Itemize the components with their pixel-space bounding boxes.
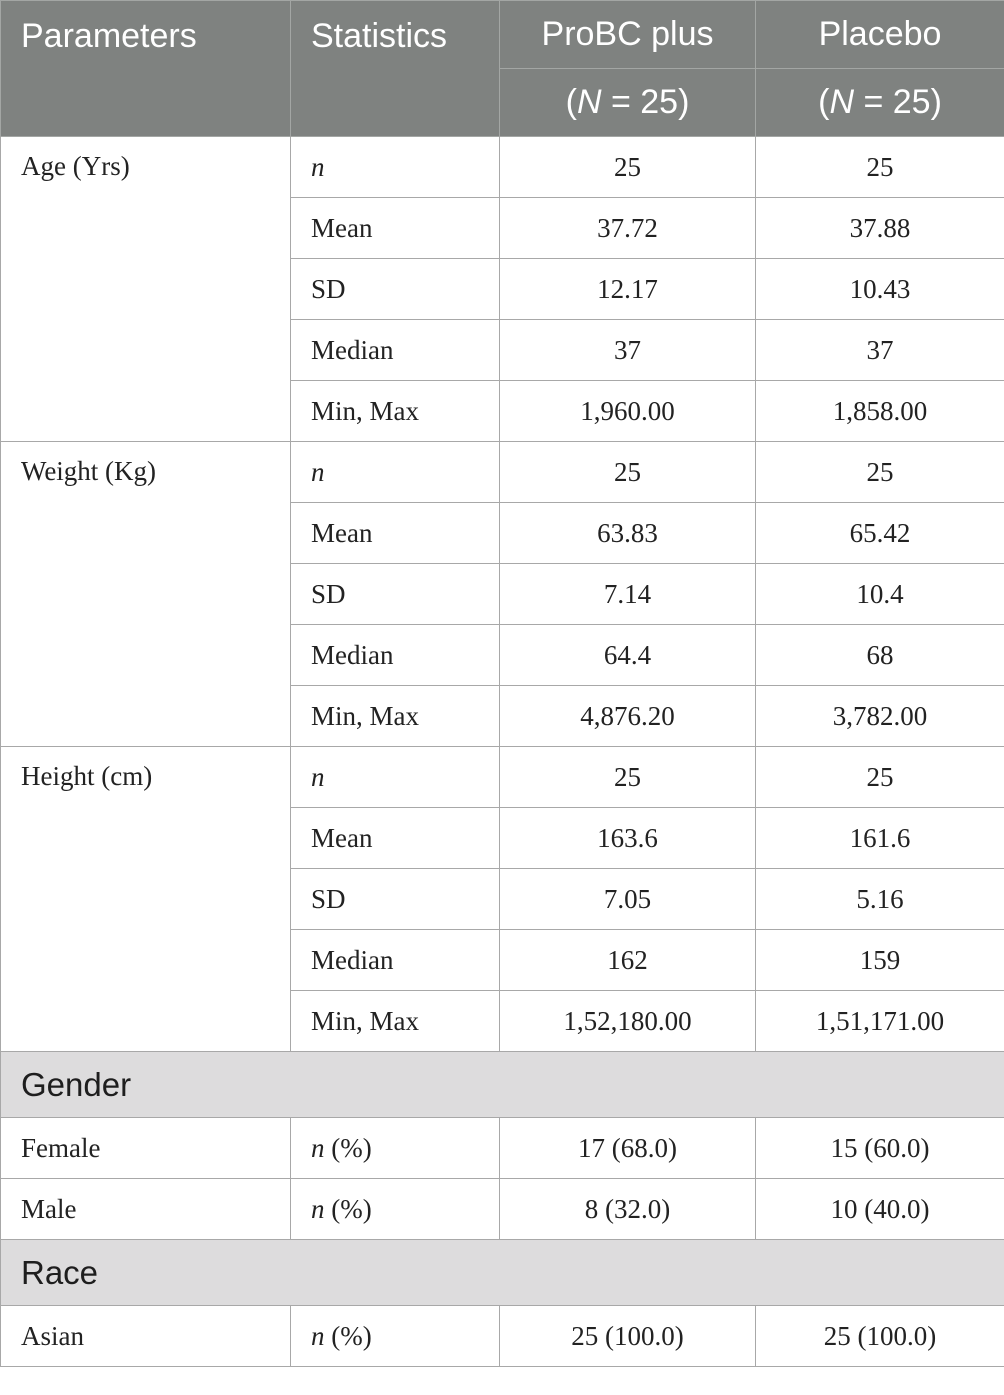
table-row — [1, 1179, 1004, 1240]
placebo-value: 25 — [756, 442, 1004, 503]
probc-value: 25 — [500, 747, 756, 808]
statistic-label — [291, 1179, 500, 1240]
statistic-label: SD — [291, 564, 500, 625]
probc-n-value: = 25) — [601, 83, 690, 121]
table-row — [1, 137, 1004, 198]
placebo-n-open: ( — [818, 83, 830, 121]
placebo-value: 25 — [756, 747, 1004, 808]
probc-value: 163.6 — [500, 808, 756, 869]
probc-value: 1,52,180.00 — [500, 991, 756, 1052]
placebo-value: 1,51,171.00 — [756, 991, 1004, 1052]
placebo-value: 159 — [756, 930, 1004, 991]
placebo-value: 3,782.00 — [756, 686, 1004, 747]
statistic-label — [291, 1118, 500, 1179]
probc-value: 7.14 — [500, 564, 756, 625]
placebo-value: 25 (100.0) — [756, 1306, 1004, 1367]
header-row-1 — [1, 1, 1004, 69]
probc-n-open: ( — [565, 83, 577, 121]
probc-value: 8 (32.0) — [500, 1179, 756, 1240]
parameter-label: Age (Yrs) — [1, 137, 291, 442]
category-label: Female — [1, 1118, 291, 1179]
stat-percent: (%) — [324, 1320, 372, 1351]
table-row — [1, 442, 1004, 503]
probc-value: 1,960.00 — [500, 381, 756, 442]
gender-section-title: Gender — [1, 1052, 1004, 1118]
placebo-value: 65.42 — [756, 503, 1004, 564]
stat-n: n — [311, 1193, 325, 1224]
header-probc: ProBC plus — [500, 1, 756, 69]
placebo-value: 10.43 — [756, 259, 1004, 320]
statistic-label: Mean — [291, 198, 500, 259]
placebo-value: 37.88 — [756, 198, 1004, 259]
probc-value: 37.72 — [500, 198, 756, 259]
statistic-label: n — [291, 747, 500, 808]
probc-value: 7.05 — [500, 869, 756, 930]
statistic-label: Mean — [291, 808, 500, 869]
statistic-label: Min, Max — [291, 686, 500, 747]
statistic-label: SD — [291, 259, 500, 320]
placebo-n-label: N — [829, 83, 854, 121]
probc-value: 25 — [500, 442, 756, 503]
category-label: Male — [1, 1179, 291, 1240]
header-parameters: Parameters — [1, 1, 291, 137]
statistic-label: Median — [291, 930, 500, 991]
table-row — [1, 1118, 1004, 1179]
placebo-value: 68 — [756, 625, 1004, 686]
probc-value: 25 (100.0) — [500, 1306, 756, 1367]
header-statistics: Statistics — [291, 1, 500, 137]
header-probc-n — [500, 69, 756, 137]
placebo-value: 37 — [756, 320, 1004, 381]
placebo-value: 25 — [756, 137, 1004, 198]
table-row — [1, 747, 1004, 808]
placebo-value: 1,858.00 — [756, 381, 1004, 442]
stat-percent: (%) — [324, 1193, 372, 1224]
probc-value: 4,876.20 — [500, 686, 756, 747]
placebo-value: 5.16 — [756, 869, 1004, 930]
placebo-value: 15 (60.0) — [756, 1118, 1004, 1179]
statistic-label: Min, Max — [291, 381, 500, 442]
race-section-row — [1, 1240, 1004, 1306]
statistic-label: Mean — [291, 503, 500, 564]
category-label: Asian — [1, 1306, 291, 1367]
stat-percent: (%) — [324, 1132, 372, 1163]
probc-value: 37 — [500, 320, 756, 381]
statistic-label: Min, Max — [291, 991, 500, 1052]
placebo-value: 161.6 — [756, 808, 1004, 869]
probc-n-label: N — [576, 83, 602, 121]
placebo-n-value: = 25) — [854, 83, 942, 121]
placebo-value: 10 (40.0) — [756, 1179, 1004, 1240]
probc-value: 63.83 — [500, 503, 756, 564]
gender-section-row — [1, 1052, 1004, 1118]
statistic-label: SD — [291, 869, 500, 930]
table-row — [1, 1306, 1004, 1367]
probc-value: 162 — [500, 930, 756, 991]
probc-value: 64.4 — [500, 625, 756, 686]
statistic-label: n — [291, 442, 500, 503]
statistic-label: Median — [291, 320, 500, 381]
placebo-value: 10.4 — [756, 564, 1004, 625]
probc-value: 12.17 — [500, 259, 756, 320]
stat-n: n — [311, 1320, 325, 1351]
parameter-label: Weight (Kg) — [1, 442, 291, 747]
statistic-label: n — [291, 137, 500, 198]
header-placebo: Placebo — [756, 1, 1004, 69]
probc-value: 25 — [500, 137, 756, 198]
race-section-title: Race — [1, 1240, 1004, 1306]
statistic-label — [291, 1306, 500, 1367]
statistic-label: Median — [291, 625, 500, 686]
header-placebo-n — [756, 69, 1004, 137]
parameter-label: Height (cm) — [1, 747, 291, 1052]
probc-value: 17 (68.0) — [500, 1118, 756, 1179]
stat-n: n — [311, 1132, 325, 1163]
